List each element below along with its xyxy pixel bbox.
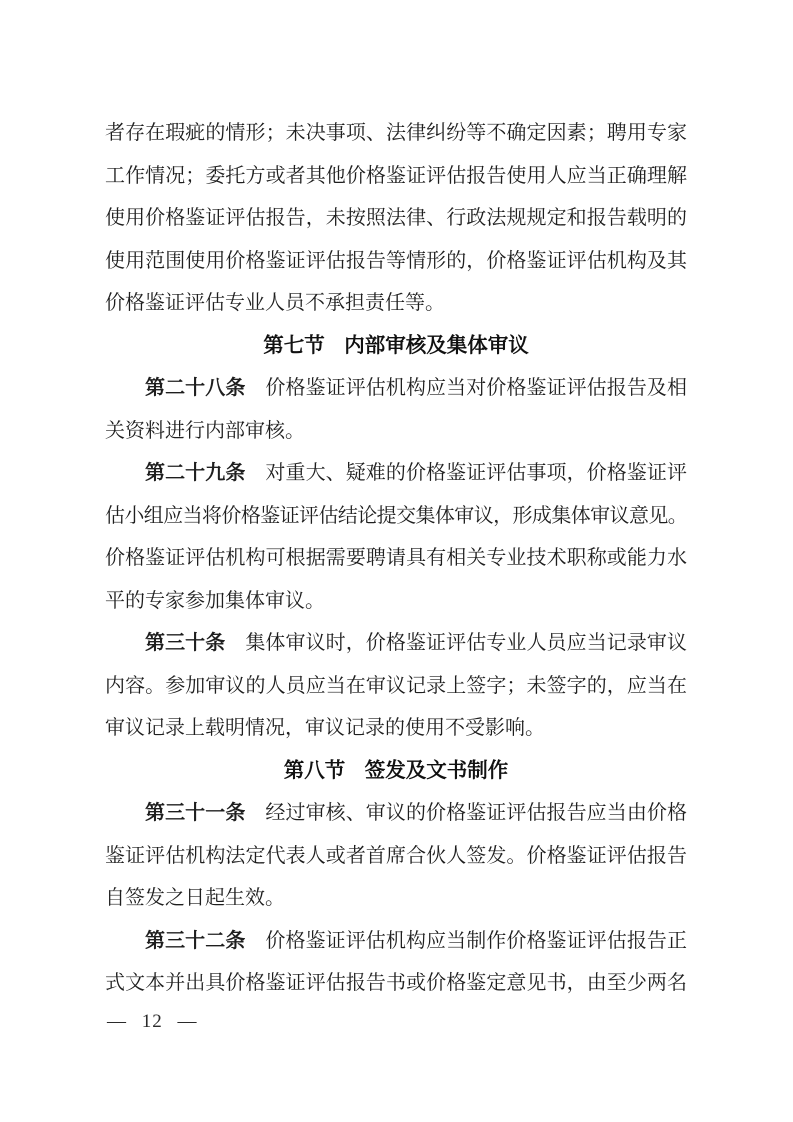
section-7-title: 内部审核及集体审议 <box>344 333 529 357</box>
text-line <box>105 792 687 835</box>
article-29-number: 第二十九条 <box>145 462 246 484</box>
text-line: 内容。参加审议的人员应当在审议记录上签字；未签字的，应当在 <box>105 674 687 697</box>
text-line <box>105 920 687 963</box>
text-block <box>105 112 687 1005</box>
text-line: 者存在瑕疵的情形；未决事项、法律纠纷等不确定因素；聘用专家 <box>105 122 687 144</box>
article-32 <box>105 920 687 1005</box>
text-line: 自签发之日起生效。 <box>105 887 285 909</box>
article-32-text: 价格鉴证评估机构应当制作价格鉴证评估报告正 <box>265 929 688 952</box>
section-8-number: 第八节 <box>283 758 346 782</box>
section-8-title: 签发及文书制作 <box>364 758 509 782</box>
text-line: 使用价格鉴证评估报告，未按照法律、行政法规规定和报告载明的 <box>105 207 687 229</box>
continuation-paragraph <box>105 112 687 325</box>
text-line: 价格鉴证评估专业人员不承担责任等。 <box>105 292 445 314</box>
article-31-number: 第三十一条 <box>145 802 246 824</box>
article-31-text: 经过审核、审议的价格鉴证评估报告应当由价格 <box>265 802 688 824</box>
text-line: 使用范围使用价格鉴证评估报告等情形的，价格鉴证评估机构及其 <box>105 249 687 272</box>
article-30-number: 第三十条 <box>145 632 226 654</box>
article-28-text: 价格鉴证评估机构应当对价格鉴证评估报告及相 <box>265 377 688 399</box>
text-line: 鉴证评估机构法定代表人或者首席合伙人签发。价格鉴证评估报告 <box>105 844 687 867</box>
text-line: 工作情况；委托方或者其他价格鉴证评估报告使用人应当正确理解 <box>105 164 687 187</box>
article-30 <box>105 622 687 750</box>
text-line: 关资料进行内部审核。 <box>105 419 305 442</box>
text-line: 审议记录上载明情况，审议记录的使用不受影响。 <box>105 717 545 739</box>
text-line: 估小组应当将价格鉴证评估结论提交集体审议，形成集体审议意见。 <box>105 504 687 527</box>
article-29 <box>105 452 687 622</box>
text-line <box>105 622 687 665</box>
section-7-number: 第七节 <box>263 333 325 357</box>
article-31 <box>105 792 687 920</box>
text-line: 价格鉴证评估机构可根据需要聘请具有相关专业技术职称或能力水 <box>105 547 687 569</box>
text-line: 式文本并出具价格鉴证评估报告书或价格鉴定意见书，由至少两名 <box>105 972 687 994</box>
article-28-number: 第二十八条 <box>145 377 246 399</box>
article-32-number: 第三十二条 <box>145 929 246 952</box>
text-line: 平的专家参加集体审议。 <box>105 589 325 612</box>
section-7-heading <box>105 325 687 368</box>
article-30-text: 集体审议时，价格鉴证评估专业人员应当记录审议 <box>245 632 688 654</box>
text-line <box>105 452 687 495</box>
article-29-text: 对重大、疑难的价格鉴证评估事项，价格鉴证评 <box>265 462 688 484</box>
text-line <box>105 367 687 410</box>
article-28 <box>105 367 687 452</box>
page-number: — 12 — <box>107 1011 198 1032</box>
section-8-heading <box>105 750 687 793</box>
